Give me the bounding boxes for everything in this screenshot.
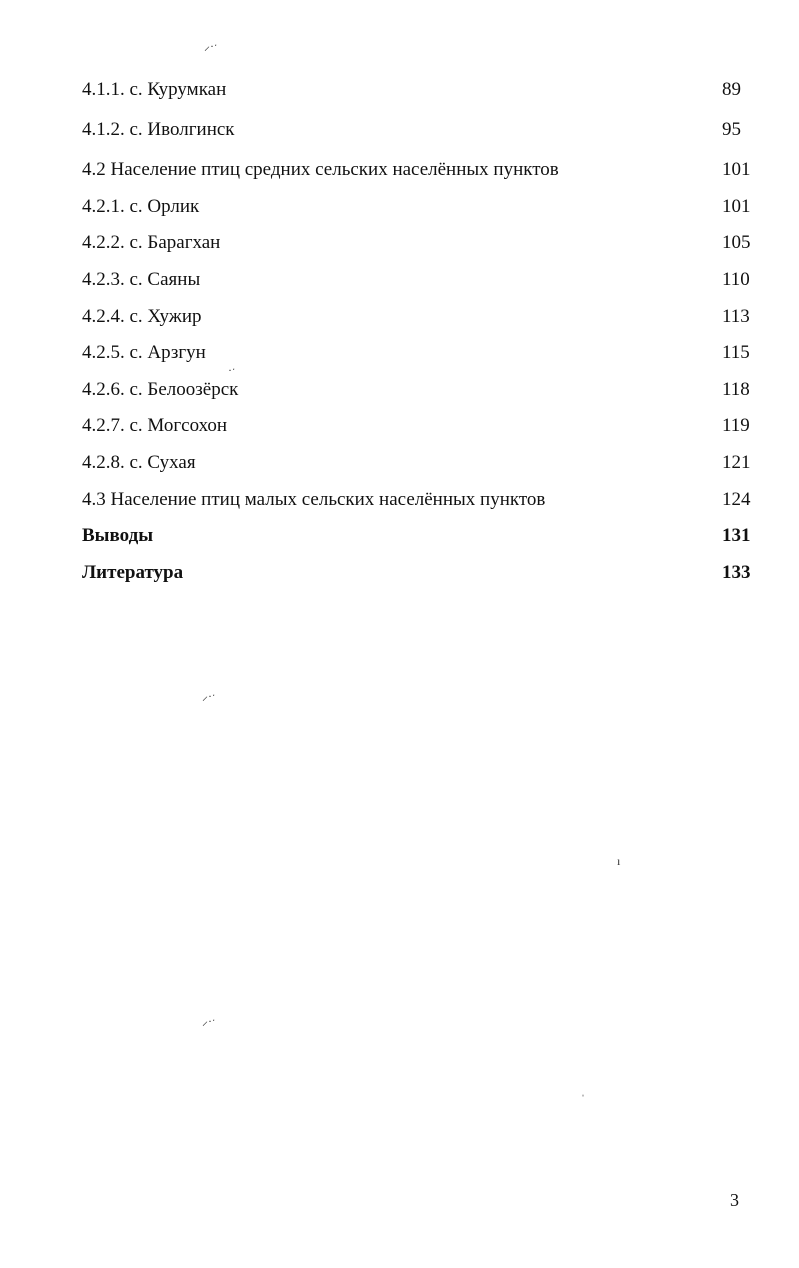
toc-entry-page: 101 — [722, 196, 751, 217]
toc-entry-title: Литература — [82, 562, 184, 583]
toc-entry — [82, 157, 754, 183]
toc-entry-title: 4.1.2. с. Иволгинск — [82, 119, 235, 140]
toc-entry-title: 4.2.3. с. Саяны — [82, 269, 201, 290]
toc-entry — [82, 413, 754, 439]
toc-entry-page: 131 — [722, 525, 751, 546]
scan-speck: ı — [617, 854, 621, 868]
toc-entry-page: 133 — [722, 562, 751, 583]
toc-entry-page: 105 — [722, 232, 751, 253]
scan-speck: ˌ — [581, 1083, 585, 1097]
toc-entry — [82, 117, 754, 143]
toc-entry-page: 101 — [722, 159, 751, 180]
toc-entry-page: 115 — [722, 342, 750, 363]
toc-entry — [82, 340, 754, 366]
toc-entry-title: 4.2 Население птиц средних сельских населённых пунктов — [82, 159, 559, 180]
toc-entry-page: 110 — [722, 269, 750, 290]
toc-entry-title: 4.2.6. с. Белоозёрск — [82, 379, 239, 400]
toc-entry — [82, 377, 754, 403]
toc-entry-page: 119 — [722, 415, 750, 436]
toc-entry-title: 4.2.5. с. Арзгун — [82, 342, 206, 363]
page-number: 3 — [730, 1190, 739, 1210]
toc-entry-page: 89 — [722, 79, 741, 100]
toc-entry-title: 4.2.2. с. Барагхан — [82, 232, 221, 253]
table-of-contents — [0, 0, 799, 600]
scan-speck: ⸝·ˑ — [202, 689, 216, 703]
scan-speck: ·ˑ — [228, 363, 236, 377]
toc-entry-title: 4.2.7. с. Могсохон — [82, 415, 228, 436]
toc-entry-title: 4.2.1. с. Орлик — [82, 196, 200, 217]
toc-entry-conclusions — [82, 523, 754, 549]
toc-entry-page: 113 — [722, 306, 750, 327]
toc-entry — [82, 194, 754, 220]
toc-entry-title: 4.2.4. с. Хужир — [82, 306, 202, 327]
toc-entry-page: 95 — [722, 119, 741, 140]
toc-entry — [82, 230, 754, 256]
toc-entry-title: 4.3 Население птиц малых сельских населённых пунктов — [82, 489, 546, 510]
toc-entry — [82, 450, 754, 476]
scan-speck: ⸝·ˑ — [204, 39, 218, 53]
toc-entry — [82, 267, 754, 293]
scan-speck: ⸝·ˑ — [202, 1014, 216, 1028]
toc-entry-page: 118 — [722, 379, 750, 400]
toc-entry — [82, 77, 754, 103]
toc-entry-page: 121 — [722, 452, 751, 473]
toc-entry-title: Выводы — [82, 525, 154, 546]
toc-entry — [82, 304, 754, 330]
toc-entry-literature — [82, 560, 754, 586]
toc-entry-page: 124 — [722, 489, 751, 510]
toc-entry — [82, 487, 754, 513]
toc-entry-title: 4.2.8. с. Сухая — [82, 452, 196, 473]
toc-entry-title: 4.1.1. с. Курумкан — [82, 79, 227, 100]
